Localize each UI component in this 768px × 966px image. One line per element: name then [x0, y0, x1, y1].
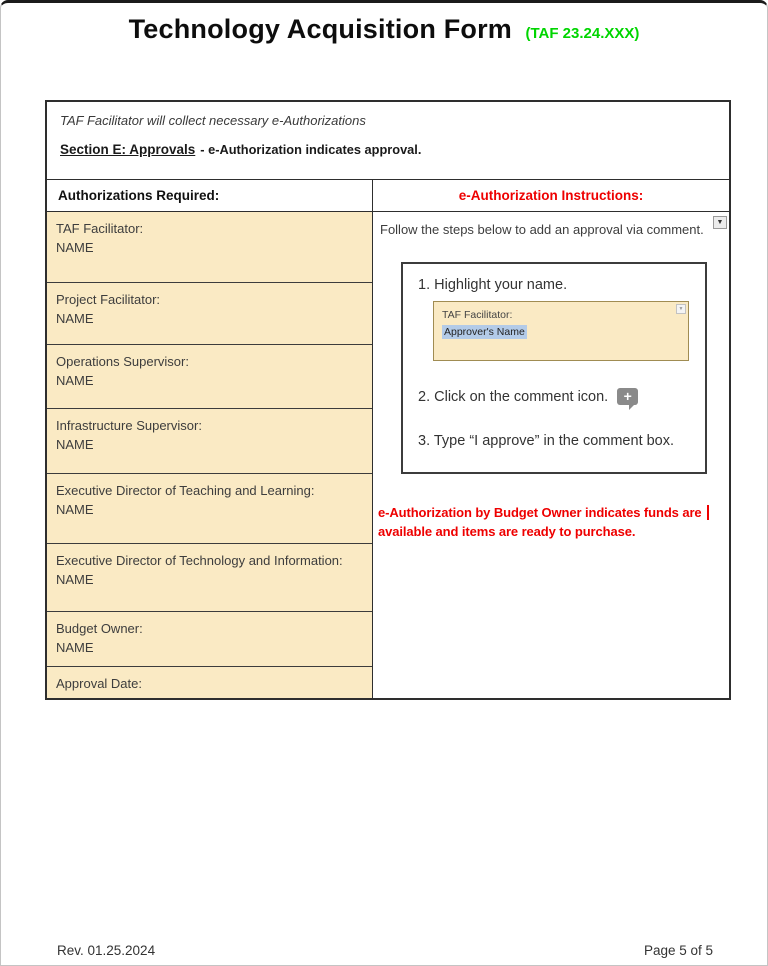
row-label: Executive Director of Teaching and Learning:	[56, 483, 315, 498]
steps-box	[401, 262, 707, 474]
row-value: NAME	[56, 240, 94, 255]
budget-owner-note	[378, 503, 709, 541]
row-label: Executive Director of Technology and Information:	[56, 553, 343, 568]
revision-date: Rev. 01.25.2024	[57, 943, 156, 958]
section-description: - e-Authorization indicates approval.	[200, 142, 422, 157]
row-label: Approval Date:	[56, 676, 142, 691]
note-line-2: available and items are ready to purchase.	[378, 524, 636, 539]
row-label: Project Facilitator:	[56, 292, 161, 307]
dropdown-icon[interactable]: ▼	[676, 304, 686, 314]
row-value: NAME	[56, 502, 94, 517]
approvals-table	[45, 100, 731, 700]
row-label: TAF Facilitator:	[56, 221, 144, 236]
table-row	[47, 283, 372, 345]
table-row	[47, 544, 372, 612]
highlighted-name: Approver's Name	[444, 326, 525, 338]
instructions-column	[373, 212, 729, 698]
example-name-box	[433, 301, 689, 361]
table-row	[47, 409, 372, 474]
note-line-1: e-Authorization by Budget Owner indicates funds are	[378, 503, 709, 522]
page-number: Page 5 of 5	[643, 943, 713, 958]
authorizations-column	[47, 212, 373, 698]
row-value: NAME	[56, 311, 94, 326]
dropdown-icon[interactable]: ▼	[713, 216, 727, 229]
table-body	[47, 212, 729, 698]
row-value: NAME	[56, 437, 94, 452]
comment-icon	[617, 388, 638, 405]
intro-cell	[47, 102, 729, 180]
row-label: Infrastructure Supervisor:	[56, 418, 202, 433]
row-label: Budget Owner:	[56, 621, 143, 636]
table-header-row	[47, 180, 729, 212]
example-label: TAF Facilitator:	[442, 309, 513, 321]
form-title: Technology Acquisition Form	[128, 14, 513, 44]
section-heading	[60, 142, 716, 157]
step-2	[418, 388, 638, 405]
section-label: Section E: Approvals	[60, 142, 196, 157]
table-row	[47, 345, 372, 409]
page-title	[1, 14, 767, 45]
text-cursor	[707, 505, 710, 520]
intro-note: TAF Facilitator will collect necessary e-Authorizations	[60, 113, 366, 128]
table-row	[47, 667, 372, 698]
row-value: NAME	[56, 640, 94, 655]
instructions-intro: Follow the steps below to add an approval via comment.	[380, 222, 704, 237]
instructions-header: e-Authorization Instructions:	[458, 188, 644, 203]
step-2-text: 2. Click on the comment icon.	[418, 388, 609, 405]
table-row	[47, 612, 372, 667]
table-row	[47, 212, 372, 283]
form-number: (TAF 23.24.XXX)	[525, 25, 640, 42]
step-1: 1. Highlight your name.	[418, 277, 568, 293]
table-row	[47, 474, 372, 544]
row-label: Operations Supervisor:	[56, 354, 189, 369]
row-value: NAME	[56, 572, 94, 587]
authorizations-header: Authorizations Required:	[47, 180, 373, 211]
step-3: 3. Type “I approve” in the comment box.	[418, 433, 675, 449]
row-value: NAME	[56, 373, 94, 388]
plus-glyph: +	[623, 388, 632, 404]
